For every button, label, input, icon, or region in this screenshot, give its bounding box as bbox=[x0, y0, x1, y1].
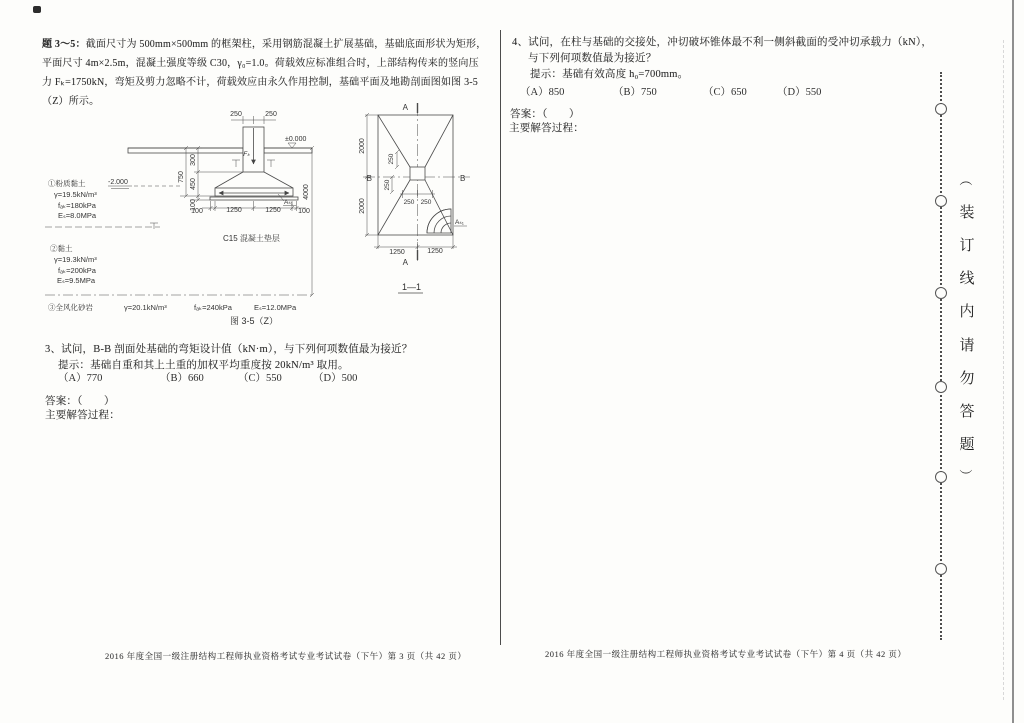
cushion-label: C15 混凝土垫层 bbox=[223, 234, 280, 243]
page-3-footer: 2016 年度全国一级注册结构工程师执业资格考试专业考试试卷（下午）第 3 页（共 42 页） bbox=[105, 651, 467, 661]
soil2-name: ②黏土 bbox=[50, 244, 73, 253]
plan-caption: 1—1 bbox=[402, 282, 422, 292]
soil1-es: Eₛ=8.0MPa bbox=[58, 211, 97, 220]
option-c: （C）650 bbox=[703, 87, 747, 98]
binding-hole bbox=[935, 103, 947, 115]
dim-label: 1250 bbox=[226, 207, 242, 214]
soil1-name: ①粉质黏土 bbox=[48, 179, 86, 188]
option-b: （B）660 bbox=[160, 373, 204, 384]
binding-hole bbox=[935, 381, 947, 393]
option-d: （D）500 bbox=[313, 373, 358, 384]
dim-label: 1250 bbox=[265, 207, 281, 214]
binding-hole bbox=[935, 195, 947, 207]
binding-char: 题 bbox=[959, 436, 975, 453]
figure-3-5 bbox=[40, 100, 500, 335]
dim-label: 300 bbox=[190, 154, 197, 166]
solution-prompt: 主要解答过程： bbox=[509, 123, 584, 134]
page-4 bbox=[505, 0, 935, 723]
question-3-options bbox=[45, 370, 485, 384]
dim-label: 450 bbox=[190, 178, 197, 190]
figure-caption: 图 3-5（Z） bbox=[230, 316, 279, 326]
binding-char: 线 bbox=[959, 271, 975, 288]
page-3 bbox=[0, 0, 500, 723]
dim-label: 100 bbox=[298, 208, 310, 215]
intro-text: 截面尺寸为 500mm×500mm 的框架柱，采用钢筋混凝土扩展基础，基础底面形状为矩形， bbox=[85, 39, 487, 50]
question-3 bbox=[45, 343, 485, 384]
dim-label: 250 bbox=[388, 153, 395, 165]
soil3-gamma: γ=20.1kN/m³ bbox=[124, 303, 167, 312]
rebar-label: Aₛ₁ bbox=[284, 199, 293, 206]
scan-edge-line bbox=[1012, 0, 1014, 723]
intro-line-1 bbox=[42, 35, 487, 54]
binding-char: ） bbox=[958, 468, 974, 482]
binding-margin-text bbox=[950, 170, 984, 485]
soil2-fak: fₐₖ=200kPa bbox=[58, 266, 96, 275]
soil3-es: Eₛ=12.0MPa bbox=[254, 303, 297, 312]
dim-label: 1250 bbox=[427, 248, 443, 255]
binding-hole bbox=[935, 287, 947, 299]
soil2-es: Eₛ=9.5MPa bbox=[57, 276, 96, 285]
page-4-footer: 2016 年度全国一级注册结构工程师执业资格考试专业考试试卷（下午）第 4 页（共 42 页） bbox=[545, 649, 907, 659]
question-4-hint: 提示：基础有效高度 h₀=700mm。 bbox=[530, 69, 689, 80]
question-4 bbox=[512, 36, 937, 98]
dim-label: 250 bbox=[384, 179, 391, 191]
soil3-name: ③全风化砂岩 bbox=[48, 303, 93, 312]
option-c: （C）550 bbox=[238, 373, 282, 384]
dim-label: 4000 bbox=[303, 184, 310, 200]
soil1-fak: fₐₖ=180kPa bbox=[58, 201, 96, 210]
scan-edge-faint-line bbox=[1003, 40, 1004, 700]
option-a: （A）850 bbox=[520, 87, 565, 98]
question-3-stem: 3、试问，B-B 剖面处基础的弯矩设计值（kN·m），与下列何项数值最为接近？ bbox=[45, 344, 413, 355]
dim-label: 250 bbox=[420, 199, 432, 206]
soil2-gamma: γ=19.3kN/m³ bbox=[54, 255, 97, 264]
answer-blank: 答案：（ ） bbox=[510, 109, 580, 120]
soil3-fak: fₐₖ=240kPa bbox=[194, 303, 232, 312]
binding-dotted-line bbox=[940, 72, 942, 640]
dim-label: 250 bbox=[230, 111, 242, 118]
intro-line-3: 力 Fₖ=1750kN，弯矩及剪力忽略不计，荷载效应由永久作用控制，基础平面及地勘剖面图如图 3-5 bbox=[42, 77, 479, 88]
binding-char: 订 bbox=[959, 238, 975, 255]
binding-char: （ bbox=[958, 172, 974, 187]
intro-line-4: （Z）所示。 bbox=[42, 96, 100, 107]
rebar-label: Aₛ₁ bbox=[455, 219, 464, 226]
water-level-label: -2.000 bbox=[108, 179, 128, 186]
problem-number: 题 3～5： bbox=[42, 39, 86, 50]
dim-label: 100 bbox=[190, 199, 197, 211]
dim-label: 2000 bbox=[359, 138, 366, 154]
option-a: （A）770 bbox=[58, 373, 103, 384]
soil1-gamma: γ=19.5kN/m³ bbox=[54, 190, 97, 199]
section-mark-a-top: A bbox=[402, 103, 408, 112]
binding-char: 请 bbox=[959, 337, 975, 354]
foundation-plan-drawing bbox=[359, 103, 470, 293]
section-mark-b-left: B bbox=[366, 174, 372, 183]
question-4-options bbox=[512, 84, 937, 98]
intro-line-2: 平面尺寸 4m×2.5m，混凝土强度等级 C30，γ₀=1.0。荷载效应标准组合时，上部结构传来的竖向压 bbox=[42, 58, 479, 69]
dim-label: 2000 bbox=[359, 198, 366, 214]
option-d: （D）550 bbox=[777, 87, 822, 98]
dim-label: 250 bbox=[265, 111, 277, 118]
binding-hole bbox=[935, 563, 947, 575]
dim-label: 100 bbox=[191, 208, 203, 215]
binding-hole bbox=[935, 471, 947, 483]
dim-label: 1250 bbox=[389, 249, 405, 256]
answer-blank: 答案：（ ） bbox=[45, 396, 115, 407]
option-b: （B）750 bbox=[613, 87, 657, 98]
section-mark-a-bottom: A bbox=[402, 258, 408, 267]
binding-char: 内 bbox=[959, 304, 975, 321]
binding-char: 装 bbox=[959, 205, 975, 222]
page-divider-line bbox=[500, 30, 501, 645]
dim-label: 750 bbox=[178, 171, 185, 183]
binding-char: 勿 bbox=[959, 370, 975, 387]
question-4-stem-line1: 4、试问，在柱与基础的交接处，冲切破坏锥体最不利一侧斜截面的受冲切承载力（kN）， bbox=[512, 37, 933, 48]
question-3-hint: 提示：基础自重和其上土重的加权平均重度按 20kN/m³ 取用。 bbox=[58, 360, 349, 371]
solution-prompt: 主要解答过程： bbox=[45, 410, 120, 421]
binding-char: 答 bbox=[959, 403, 975, 420]
level-label: ±0.000 bbox=[285, 136, 307, 143]
question-4-stem-line2: 与下列何项数值最为接近？ bbox=[528, 53, 657, 64]
section-mark-b-right: B bbox=[460, 174, 466, 183]
dim-label: 250 bbox=[403, 199, 415, 206]
foundation-section-drawing bbox=[108, 111, 314, 297]
force-label: Fₖ bbox=[243, 151, 250, 158]
